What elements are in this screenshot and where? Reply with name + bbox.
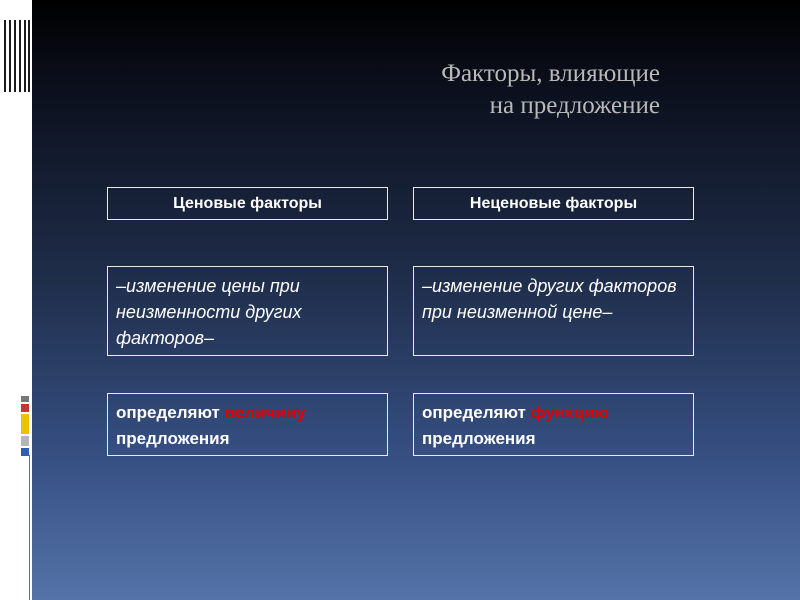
definition-suffix: предложения [422, 429, 536, 448]
slide-title-line-2: на предложение [489, 92, 660, 119]
price-factors-description: –изменение цены при неизменности других факторов– [107, 266, 388, 356]
definition-prefix: определяют [422, 403, 526, 422]
nonprice-factors-header: Неценовые факторы [413, 187, 694, 220]
definition-highlight: функцию [530, 403, 609, 422]
definition-suffix: предложения [116, 429, 230, 448]
slide-title-line-1: Факторы, влияющие [441, 60, 660, 87]
nonprice-factors-definition [413, 393, 694, 456]
nonprice-factors-description: –изменение других факторов при неизменной цене– [413, 266, 694, 356]
slide-title [330, 58, 660, 122]
price-factors-header: Ценовые факторы [107, 187, 388, 220]
vertical-lines-decoration [0, 20, 32, 92]
definition-prefix: определяют [116, 403, 220, 422]
definition-highlight: величину [224, 403, 306, 422]
left-decoration-strip [0, 0, 32, 600]
thin-blue-line-decoration [29, 455, 30, 600]
price-factors-definition [107, 393, 388, 456]
color-marks-decoration [21, 396, 29, 458]
